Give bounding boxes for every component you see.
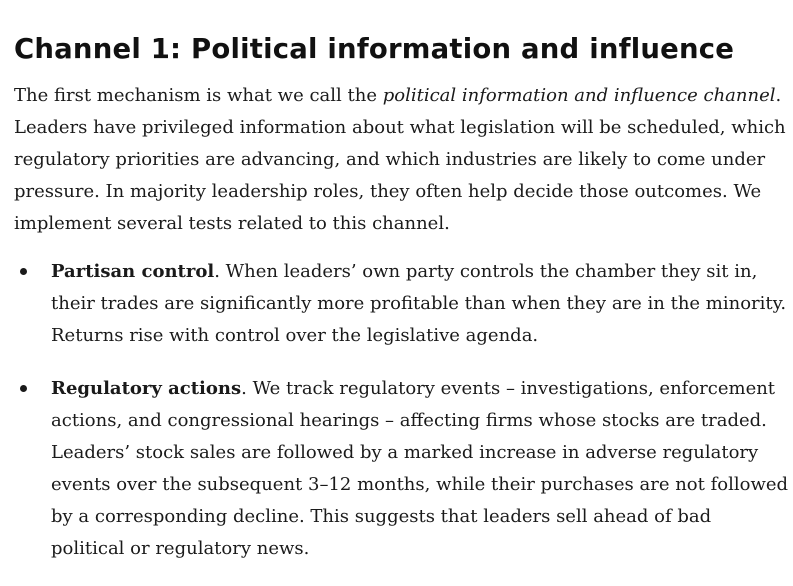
bullet-icon xyxy=(20,385,27,392)
list-item-title: Partisan control xyxy=(51,261,215,282)
section-heading: Channel 1: Political information and influence xyxy=(14,33,735,65)
intro-italic-term: political information and influence channel xyxy=(382,85,776,106)
bullet-icon xyxy=(20,268,27,275)
list-item-regulatory-actions xyxy=(14,373,789,565)
list-item-partisan-control xyxy=(14,256,789,352)
intro-text-end: . Leaders have privileged information about what legislation will be scheduled, which regulatory priorities are advancing, and which industries are likely to come under pressure. In majority leadership roles, they often help decide those outcomes. We implement several tests related to this channel. xyxy=(14,85,786,234)
intro-paragraph xyxy=(14,80,786,240)
findings-list xyxy=(14,256,789,565)
list-item-text: . When leaders’ own party controls the chamber they sit in, their trades are significantly more profitable than when they are in the minority. Returns rise with control over the legislative agenda. xyxy=(51,261,787,346)
article-section xyxy=(14,0,789,565)
intro-text-start: The first mechanism is what we call the xyxy=(14,85,383,106)
list-item-title: Regulatory actions xyxy=(51,378,242,399)
list-item-text: . We track regulatory events – investigations, enforcement actions, and congressional hearings – affecting firms whose stocks are traded. Leaders’ stock sales are followed by a marked increase in adverse regulatory events over the subsequent 3–12 months, while their purchases are not followed by a corresponding decline. This suggests that leaders sell ahead of bad political or regulatory news. xyxy=(51,378,789,559)
